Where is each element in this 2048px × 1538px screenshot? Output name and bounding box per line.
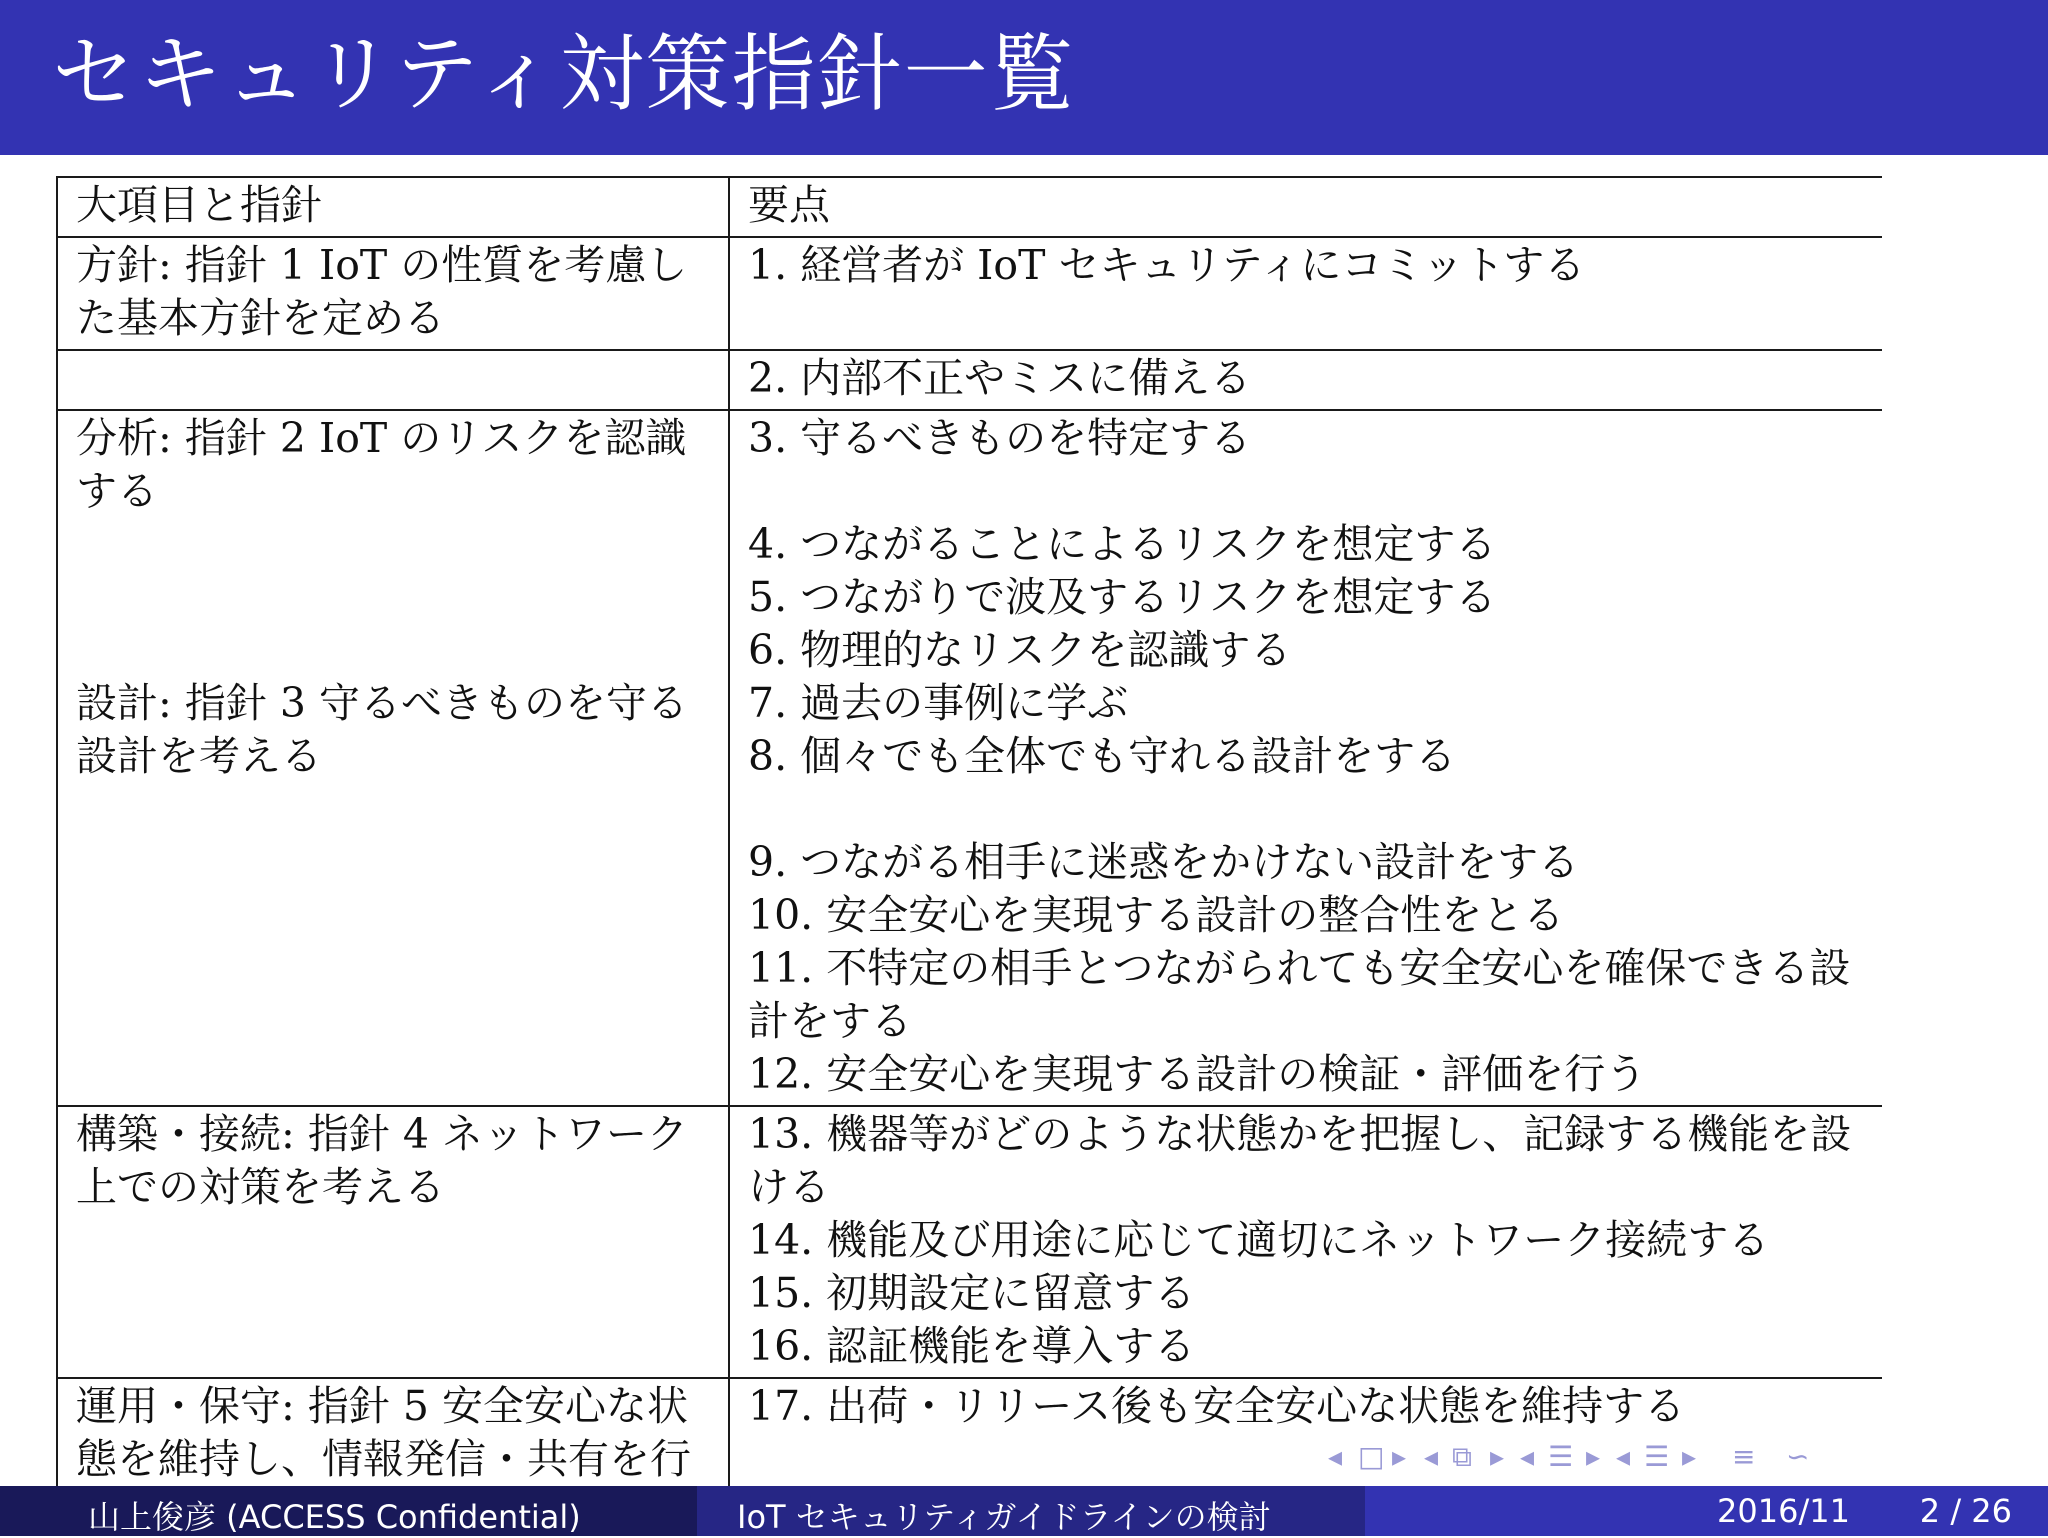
footer-author-block <box>0 1486 697 1536</box>
point-item: 16. 認証機能を導入する <box>748 1322 1196 1370</box>
nav-right-arrow-icon[interactable]: ▸ <box>1682 1440 1697 1473</box>
point-item: 8. 個々でも全体でも守れる設計をする <box>748 732 1457 780</box>
nav-section-icon[interactable]: ☰ <box>1644 1440 1670 1473</box>
category-cell <box>57 350 729 410</box>
point-item: 15. 初期設定に留意する <box>748 1269 1196 1317</box>
point-item: 3. 守るべきものを特定する <box>748 414 1252 462</box>
point-item: 2. 内部不正やミスに備える <box>748 354 1252 402</box>
slide-title: セキュリティ対策指針一覧 <box>52 25 1076 123</box>
footer-title-block <box>697 1486 1365 1536</box>
point-item: 1. 経営者が IoT セキュリティにコミットする <box>748 241 1586 289</box>
point-item: 4. つながることによるリスクを想定する <box>748 520 1497 568</box>
points-cell <box>729 350 1882 410</box>
point-item: 14. 機能及び用途に応じて適切にネットワーク接続する <box>748 1216 1770 1264</box>
point-item: 5. つながりで波及するリスクを想定する <box>748 573 1497 621</box>
title-bar <box>0 0 2048 155</box>
table-row <box>57 1106 1882 1378</box>
points-cell <box>729 410 1882 1106</box>
nav-right-arrow-icon[interactable]: ▸ <box>1392 1440 1407 1473</box>
point-item: 7. 過去の事例に学ぶ <box>748 679 1129 727</box>
points-cell <box>729 237 1882 350</box>
table-row <box>57 350 1882 410</box>
footer-author: 山上俊彦 (ACCESS Confidential) <box>88 1498 581 1536</box>
footer-date: 2016/11 <box>1717 1492 1850 1530</box>
point-item: 12. 安全安心を実現する設計の検証・評価を行う <box>748 1050 1647 1098</box>
nav-right-arrow-icon[interactable]: ▸ <box>1490 1440 1505 1473</box>
nav-search-icon[interactable]: ∽ <box>1786 1440 1810 1473</box>
category-cell <box>57 410 729 1106</box>
point-item: 13. 機器等がどのような状態かを把握し、記録する機能を設ける <box>748 1110 1852 1211</box>
beamer-nav-bar <box>1320 1440 2040 1473</box>
category-analysis: 分析: 指針 2 IoT のリスクを認識する <box>76 414 687 515</box>
nav-section-icon[interactable]: ☰ <box>1548 1440 1574 1473</box>
table-row <box>57 410 1882 1106</box>
nav-left-arrow-icon[interactable]: ◂ <box>1520 1440 1535 1473</box>
point-item: 11. 不特定の相手とつながられても安全安心を確保できる設計をする <box>748 944 1851 1045</box>
category-cell: 構築・接続: 指針 4 ネットワーク上での対策を考える <box>57 1106 729 1378</box>
point-item: 9. つながる相手に迷惑をかけない設計をする <box>748 838 1580 886</box>
category-cell: 運用・保守: 指針 5 安全安心な状態を維持し、情報発信・共有を行 <box>57 1378 729 1486</box>
spacer <box>76 518 712 677</box>
header-points: 要点 <box>729 177 1882 237</box>
nav-right-arrow-icon[interactable]: ▸ <box>1586 1440 1601 1473</box>
table-row <box>57 237 1882 350</box>
nav-left-arrow-icon[interactable]: ◂ <box>1328 1440 1343 1473</box>
footer-date-block <box>1365 1486 2048 1536</box>
category-cell: 方針: 指針 1 IoT の性質を考慮した基本方針を定める <box>57 237 729 350</box>
points-cell <box>729 1106 1882 1378</box>
nav-align-icon[interactable]: ≡ <box>1732 1440 1756 1473</box>
footer-page-number: 2 / 26 <box>1919 1492 2012 1530</box>
footer-talk-title: IoT セキュリティガイドラインの検討 <box>737 1498 1271 1536</box>
spacer <box>748 783 1866 836</box>
point-item: 10. 安全安心を実現する設計の整合性をとる <box>748 891 1565 939</box>
nav-left-arrow-icon[interactable]: ◂ <box>1424 1440 1439 1473</box>
nav-frame-icon[interactable]: □ <box>1358 1440 1385 1473</box>
point-item: 17. 出荷・リリース後も安全安心な状態を維持する <box>748 1382 1686 1430</box>
nav-subsection-icon[interactable]: ⧉ <box>1452 1440 1472 1473</box>
header-category: 大項目と指針 <box>57 177 729 237</box>
footer <box>0 1486 2048 1536</box>
nav-left-arrow-icon[interactable]: ◂ <box>1616 1440 1631 1473</box>
point-item: 6. 物理的なリスクを認識する <box>748 626 1292 674</box>
spacer <box>748 465 1866 518</box>
category-design: 設計: 指針 3 守るべきものを守る設計を考える <box>76 679 688 780</box>
table-header-row <box>57 177 1882 237</box>
guideline-table <box>56 176 1882 1486</box>
guideline-table-wrapper <box>56 176 1882 1486</box>
